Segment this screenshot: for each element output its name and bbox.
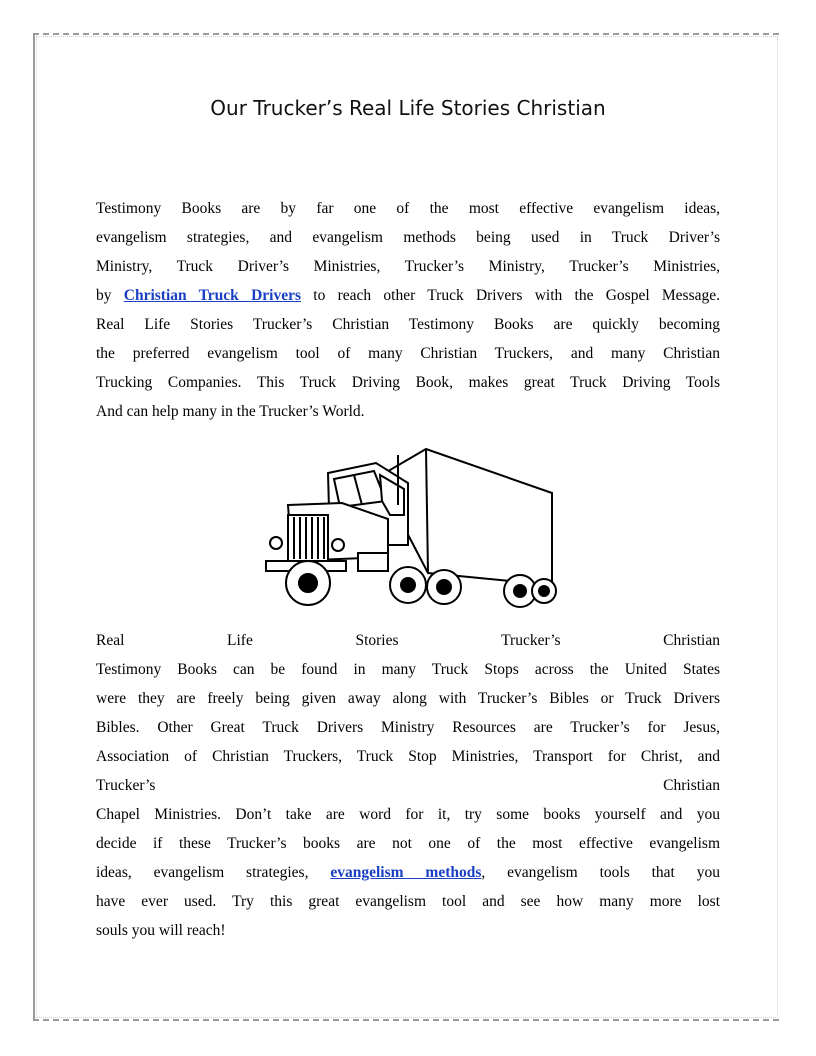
page-title: Our Trucker’s Real Life Stories Christian [210, 96, 606, 120]
text-line: Chapel Ministries. Don’t take are word for it, try some books yourself and you [96, 806, 720, 823]
paragraph-intro [96, 194, 720, 426]
word: Life [227, 632, 253, 649]
text-line: the preferred evangelism tool of many Christian Truckers, and many Christian [96, 345, 720, 362]
text-line: Real Life Stories Trucker’s Christian Testimony Books are quickly becoming [96, 316, 720, 333]
text-line: Testimony Books are by far one of the most effective evangelism ideas, [96, 200, 720, 217]
evangelism-methods-link[interactable]: evangelism methods [330, 864, 482, 881]
text-line-spread [96, 771, 720, 800]
text-fragment: to reach other Truck Drivers with the Gospel Message. [313, 287, 721, 304]
text-line: Ministry, Truck Driver’s Ministries, Trucker’s Ministry, Trucker’s Ministries, [96, 258, 720, 275]
text-line: were they are freely being given away along with Trucker’s Bibles or Truck Drivers [96, 690, 720, 707]
text-line: Trucking Companies. This Truck Driving Book, makes great Truck Driving Tools [96, 374, 720, 391]
text-line-spread [96, 626, 720, 655]
word: Real [96, 632, 125, 649]
christian-truck-drivers-link[interactable]: Christian Truck Drivers [123, 287, 301, 304]
text-line: decide if these Trucker’s books are not one of the most effective evangelism [96, 835, 720, 852]
text-line: have ever used. Try this great evangelism tool and see how many more lost [96, 893, 720, 910]
text-line: evangelism strategies, and evangelism methods being used in Truck Driver’s [96, 229, 720, 246]
text-fragment: , evangelism tools that you [481, 864, 720, 881]
paragraph-resources [96, 626, 720, 945]
text-line-with-link [96, 281, 720, 310]
word: Trucker’s [501, 632, 561, 649]
text-line-with-link [96, 858, 720, 887]
word: Trucker’s [96, 777, 156, 794]
text-line: Association of Christian Truckers, Truck Stop Ministries, Transport for Christ, and [96, 748, 720, 765]
text-line: And can help many in the Trucker’s World. [96, 403, 365, 420]
text-fragment: ideas, evangelism strategies, [96, 864, 309, 881]
text-line: souls you will reach! [96, 922, 226, 939]
word: Stories [355, 632, 399, 649]
text-fragment: by [96, 287, 112, 304]
word: Christian [663, 777, 720, 794]
truck-illustration [258, 445, 558, 613]
text-line: Bibles. Other Great Truck Drivers Ministry Resources are Trucker’s for Jesus, [96, 719, 720, 736]
word: Christian [663, 632, 720, 649]
text-line: Testimony Books can be found in many Truck Stops across the United States [96, 661, 720, 678]
